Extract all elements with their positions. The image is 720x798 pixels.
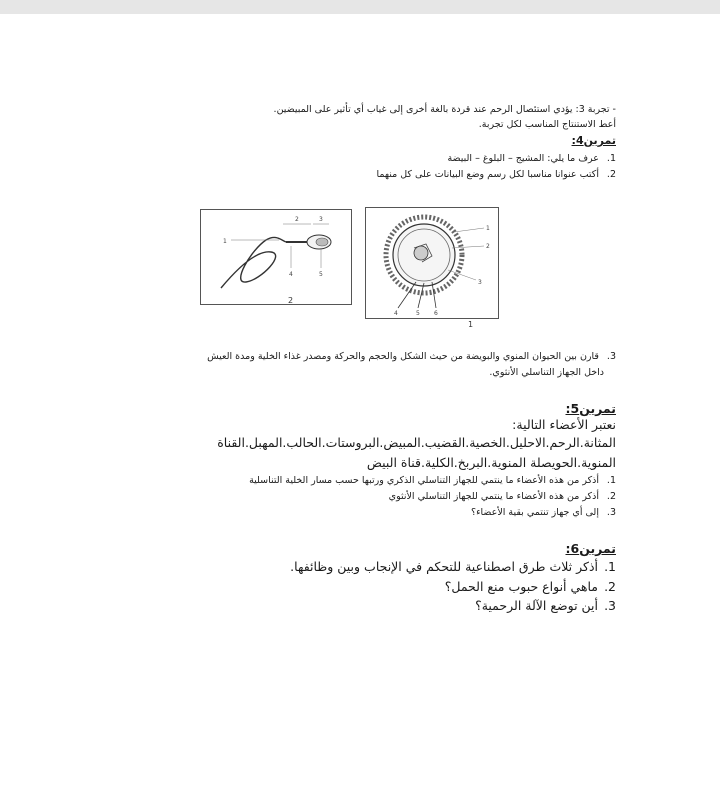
ex4-item-2 (377, 168, 617, 181)
sperm-figure-caption: 2 (288, 296, 294, 305)
ex6-item-3-text: أين توضع الآلة الرحمية؟ (475, 598, 599, 613)
sperm-label-4: 4 (289, 271, 293, 278)
ex5-item-1-num: 1. (606, 475, 616, 486)
ex5-item-3-text: إلى أي جهاز تنتمي بقية الأعضاء؟ (471, 507, 599, 518)
ex4-item-1 (447, 152, 616, 165)
ex5-item-3-num: 3. (606, 507, 616, 518)
egg-drawing (366, 208, 498, 318)
sperm-label-2: 2 (295, 216, 299, 223)
ex5-title: تمرين5: (565, 401, 616, 416)
ex6-item-3 (475, 597, 616, 614)
egg-label-5: 5 (416, 310, 420, 317)
ex4-item-3-text: قارن بين الحيوان المنوي والبويضة من حيث الشكل والحجم والحركة ومصدر غذاء الخلية ومدة العيش (207, 351, 599, 362)
egg-label-1: 1 (486, 225, 490, 232)
ex6-item-3-num: 3. (604, 598, 616, 613)
experiment3-line2: أعط الاستنتاج المناسب لكل تجربة. (478, 119, 616, 130)
ex6-item-1 (290, 558, 616, 575)
ex6-item-1-num: 1. (604, 559, 616, 574)
top-gray-bar (0, 0, 720, 14)
ex4-item-1-text: عرف ما يلي: المشيج – البلوغ – البيضة (447, 153, 599, 164)
egg-figure (365, 207, 499, 319)
sperm-label-1: 1 (223, 238, 227, 245)
ex5-item-1 (249, 474, 616, 487)
egg-label-4: 4 (394, 310, 398, 317)
ex6-item-1-text: أذكر ثلاث طرق اصطناعية للتحكم في الإنجاب وبين وظائفها. (290, 559, 599, 574)
ex5-intro: نعتبر الأعضاء التالية: (512, 417, 616, 432)
ex4-item-2-num: 2. (606, 169, 616, 180)
ex6-item-2-num: 2. (604, 579, 616, 594)
sperm-figure (200, 209, 352, 305)
ex5-item-1-text: أذكر من هذه الأعضاء ما ينتمي للجهاز التناسلي الذكري ورتبها حسب مسار الخلية التناسلية (249, 475, 599, 486)
ex4-item-3-line1 (207, 350, 616, 363)
ex5-item-3 (471, 506, 616, 519)
ex5-item-2-text: أذكر من هذه الأعضاء ما ينتمي للجهاز التناسلي الأنثوي (388, 491, 599, 502)
ex6-title: تمرين6: (565, 541, 616, 556)
egg-label-6: 6 (434, 310, 438, 317)
ex5-organs-line1: المثانة.الرحم.الاحليل.الخصية.القضيب.المبيض.البروستات.الحالب.المهبل.القناة (217, 435, 616, 450)
ex5-organs-line2: المنوية.الحويصلة المنوية.البربخ.الكلية.قناة البيض (366, 455, 616, 470)
ex4-title: تمرين4: (571, 134, 616, 147)
egg-label-2: 2 (486, 243, 490, 250)
sperm-drawing (201, 210, 351, 304)
experiment3-line1: - تجربة 3: يؤدي استئصال الرحم عند قردة بالغة أخرى إلى غياب أي تأثير على المبيضين. (273, 104, 616, 115)
ex6-item-2 (445, 578, 616, 595)
sperm-label-3: 3 (319, 216, 323, 223)
ex4-item-3-line2: داخل الجهاز التناسلي الأنثوي. (489, 367, 604, 378)
ex4-item-2-text: أكتب عنوانا مناسبا لكل رسم وضع البيانات على كل منهما (376, 169, 599, 180)
egg-label-3: 3 (478, 279, 482, 286)
ex5-item-2 (389, 490, 616, 503)
sperm-label-5: 5 (319, 271, 323, 278)
ex5-item-2-num: 2. (606, 491, 616, 502)
ex4-item-1-num: 1. (606, 153, 616, 164)
ex6-item-2-text: ماهي أنواع حبوب منع الحمل؟ (444, 579, 599, 594)
egg-figure-caption: 1 (468, 320, 474, 329)
ex4-item-3-num: 3. (606, 351, 616, 362)
